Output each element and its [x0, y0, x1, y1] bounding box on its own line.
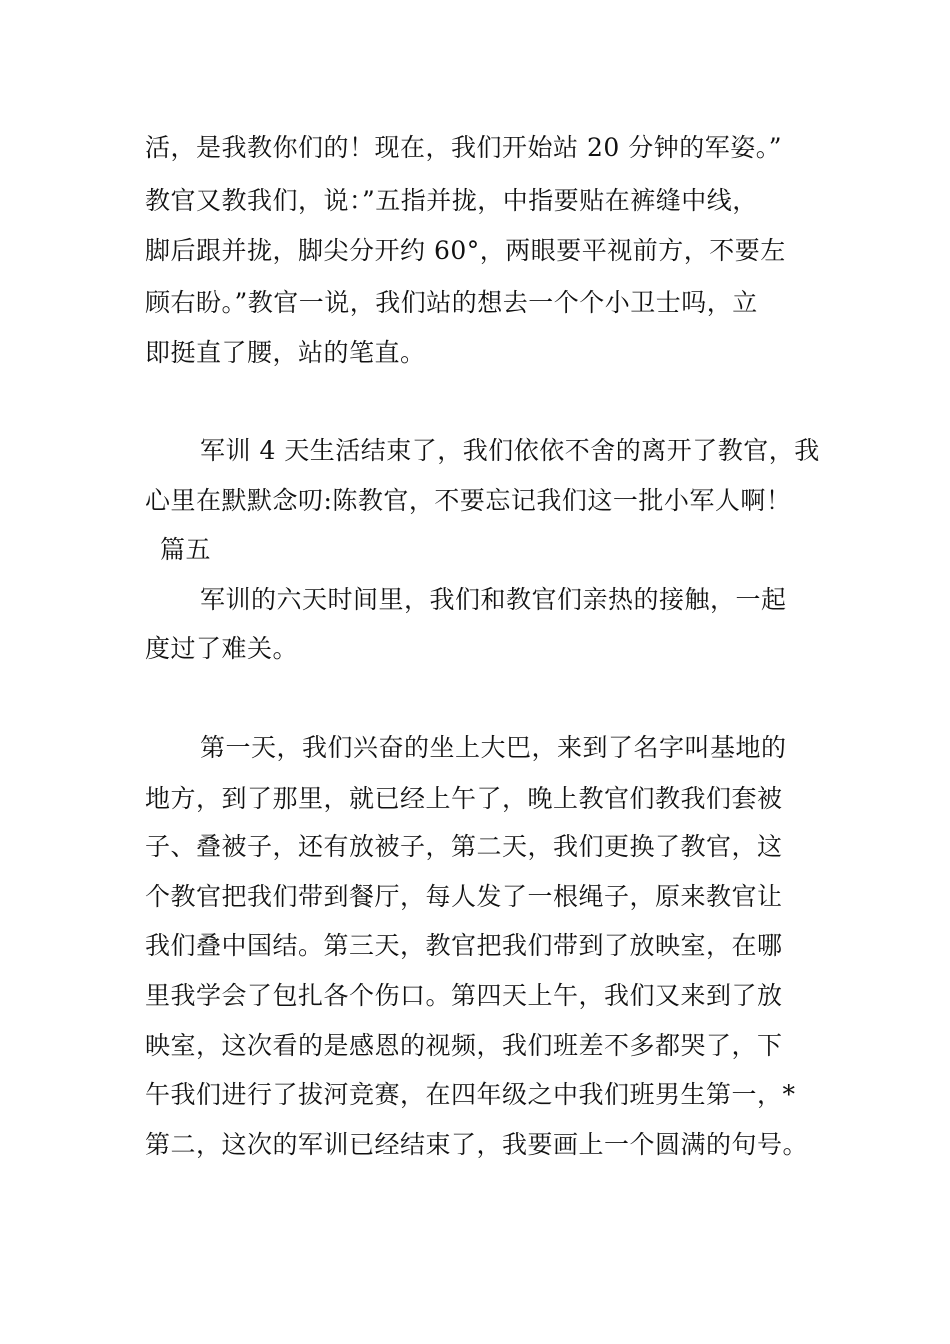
paragraph-line: 第二，这次的军训已经结束了，我要画上一个圆满的句号。 [145, 1130, 809, 1159]
paragraph-line: 里我学会了包扎各个伤口。第四天上午，我们又来到了放 [145, 981, 783, 1010]
paragraph-line: 第一天，我们兴奋的坐上大巴，来到了名字叫基地的 [200, 733, 787, 762]
paragraph-line: 我们叠中国结。第三天，教官把我们带到了放映室，在哪 [145, 931, 783, 960]
paragraph-line: 活，是我教你们的！现在，我们开始站 20 分钟的军姿。” [145, 133, 782, 162]
paragraph-line: 个教官把我们带到餐厅，每人发了一根绳子，原来教官让 [145, 882, 783, 911]
paragraph-line: 军训 4 天生活结束了，我们依依不舍的离开了教官，我 [200, 436, 820, 465]
section-heading: 篇五 [160, 535, 212, 564]
paragraph-line: 军训的六天时间里，我们和教官们亲热的接触，一起 [200, 585, 787, 614]
paragraph-line: 教官又教我们，说：”五指并拢，中指要贴在裤缝中线， [145, 186, 758, 215]
paragraph-line: 午我们进行了拔河竞赛，在四年级之中我们班男生第一，* [145, 1080, 796, 1109]
paragraph-line: 地方，到了那里，就已经上午了，晚上教官们教我们套被 [145, 784, 783, 813]
paragraph-line: 脚后跟并拢，脚尖分开约 60°，两眼要平视前方，不要左 [145, 236, 786, 265]
paragraph-line: 映室，这次看的是感恩的视频，我们班差不多都哭了，下 [145, 1031, 783, 1060]
paragraph-line: 心里在默默念叨:陈教官，不要忘记我们这一批小军人啊！ [145, 486, 792, 515]
paragraph-line: 子、叠被子，还有放被子，第二天，我们更换了教官，这 [145, 832, 783, 861]
paragraph-line: 度过了难关。 [145, 634, 299, 663]
paragraph-line: 顾右盼。”教官一说，我们站的想去一个个小卫士吗，立 [145, 288, 758, 317]
paragraph-line: 即挺直了腰，站的笔直。 [145, 338, 426, 367]
